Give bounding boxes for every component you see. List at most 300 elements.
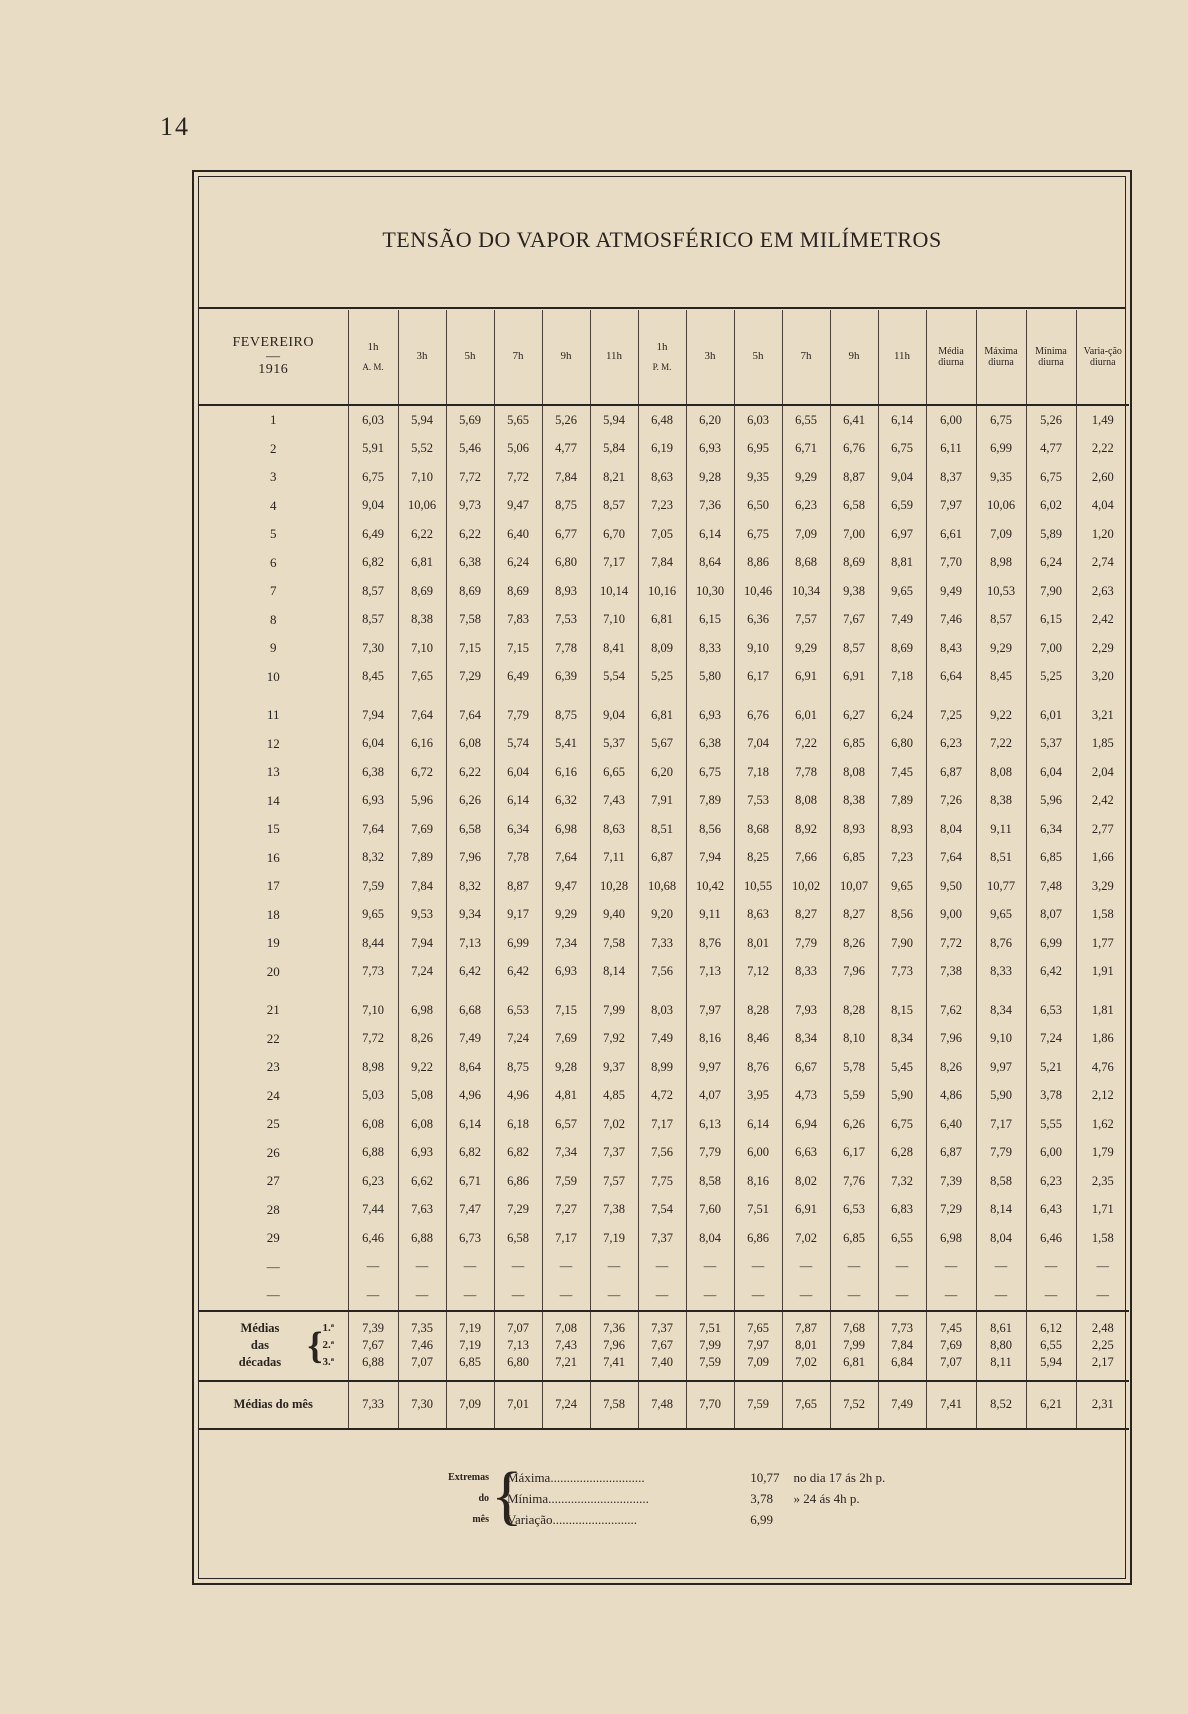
value-cell: 9,29 (976, 634, 1026, 663)
value-cell: 6,38 (686, 730, 734, 759)
value-cell: 9,38 (830, 577, 878, 606)
value-cell: — (830, 1281, 878, 1311)
value-cell: 6,23 (926, 730, 976, 759)
value-cell: 9,53 (398, 901, 446, 930)
value-cell: 6,15 (1026, 606, 1076, 635)
value-cell: 8,02 (782, 1167, 830, 1196)
table-row (199, 901, 1129, 930)
gap-cell (199, 691, 348, 701)
value-cell: 7,49 (446, 1025, 494, 1054)
value-cell: 8,93 (542, 577, 590, 606)
gap-cell (926, 691, 976, 701)
gap-cell (348, 691, 398, 701)
value-cell: 5,80 (686, 663, 734, 692)
value-cell: 10,77 (976, 872, 1026, 901)
value-cell: 7,17 (976, 1110, 1026, 1139)
day-cell: 8 (270, 611, 277, 627)
value-cell: 6,42 (446, 958, 494, 987)
value-cell: 3,21 (1076, 701, 1129, 730)
value-cell: 6,87 (926, 758, 976, 787)
value-cell: 7,27 (542, 1196, 590, 1225)
value-cell: 7,97 (926, 492, 976, 521)
value-cell: 5,41 (542, 730, 590, 759)
table-row (199, 1082, 1129, 1111)
month-mean-cell: 8,52 (976, 1381, 1026, 1429)
table-row (199, 872, 1129, 901)
value-cell: 1,58 (1076, 901, 1129, 930)
value-cell: 7,44 (348, 1196, 398, 1225)
month-mean-cell: 7,59 (734, 1381, 782, 1429)
page-number: 14 (160, 112, 190, 141)
extreme-value: 10,77 (750, 1470, 780, 1485)
value-cell: 9,97 (686, 1053, 734, 1082)
value-cell: 5,90 (976, 1082, 1026, 1111)
value-cell: 2,29 (1076, 634, 1129, 663)
value-cell: 9,10 (976, 1025, 1026, 1054)
value-cell: 9,04 (878, 463, 926, 492)
value-cell: 7,15 (542, 996, 590, 1025)
table-row (199, 463, 1129, 492)
value-cell: 8,68 (734, 815, 782, 844)
value-cell: 6,85 (830, 730, 878, 759)
decade-mean-value: 7,08 (555, 1321, 577, 1335)
value-cell: 8,75 (542, 701, 590, 730)
value-cell: 7,39 (926, 1167, 976, 1196)
table-title: TENSÃO DO VAPOR ATMOSFÉRICO EM MILÍMETROS (382, 227, 942, 252)
table-frame (192, 170, 1132, 1585)
value-cell: 8,14 (590, 958, 638, 987)
value-cell: 6,53 (494, 996, 542, 1025)
decade-mean-cell (638, 1311, 686, 1381)
month-means-label: Médias do mês (199, 1381, 348, 1429)
value-cell: 8,09 (638, 634, 686, 663)
hour-header (590, 310, 638, 405)
value-cell: 7,79 (976, 1139, 1026, 1168)
value-cell: 6,91 (782, 1196, 830, 1225)
value-cell: 8,57 (348, 577, 398, 606)
decade-mean-value: 6,88 (362, 1355, 384, 1369)
gap-cell (446, 986, 494, 996)
month-mean-cell: 7,24 (542, 1381, 590, 1429)
gap-cell (976, 691, 1026, 701)
value-cell: 1,81 (1076, 996, 1129, 1025)
table-row (199, 929, 1129, 958)
decade-mean-value: 7,19 (459, 1321, 481, 1335)
gap-cell (638, 986, 686, 996)
value-cell: 7,89 (686, 787, 734, 816)
month-header (199, 310, 348, 405)
value-cell: 8,69 (398, 577, 446, 606)
value-cell: 7,62 (926, 996, 976, 1025)
hour-header (446, 310, 494, 405)
gap-cell (976, 986, 1026, 996)
value-cell: 6,83 (878, 1196, 926, 1225)
value-cell: 6,82 (348, 549, 398, 578)
value-cell: 6,26 (446, 787, 494, 816)
value-cell: 4,73 (782, 1082, 830, 1111)
month-mean-cell: 2,31 (1076, 1381, 1129, 1429)
day-cell: 19 (266, 935, 280, 951)
value-cell: 7,94 (348, 701, 398, 730)
value-cell: 9,65 (878, 872, 926, 901)
gap-cell (590, 691, 638, 701)
decade-label-line: Médias (240, 1321, 280, 1335)
day-cell: 17 (266, 878, 280, 894)
value-cell: 7,10 (398, 463, 446, 492)
value-cell: 5,37 (590, 730, 638, 759)
value-cell: 7,22 (976, 730, 1026, 759)
gap-cell (686, 691, 734, 701)
value-cell: 5,94 (398, 405, 446, 435)
value-cell: 8,33 (686, 634, 734, 663)
decade-mean-value: 7,99 (699, 1338, 721, 1352)
value-cell: 7,02 (782, 1224, 830, 1253)
month-means-row (199, 1381, 1129, 1429)
value-cell: 7,02 (590, 1110, 638, 1139)
value-cell: 4,85 (590, 1082, 638, 1111)
value-cell: 8,46 (734, 1025, 782, 1054)
day-cell: — (266, 1287, 280, 1303)
value-cell: — (446, 1253, 494, 1282)
table-row (199, 435, 1129, 464)
gap-cell (542, 986, 590, 996)
decade-mean-value: 7,43 (555, 1338, 577, 1352)
value-cell: 7,70 (926, 549, 976, 578)
hour-header (782, 310, 830, 405)
value-cell: 6,14 (734, 1110, 782, 1139)
hour-header (348, 310, 398, 405)
value-cell: 6,08 (398, 1110, 446, 1139)
value-cell: 4,72 (638, 1082, 686, 1111)
value-cell: 4,76 (1076, 1053, 1129, 1082)
value-cell: 7,72 (348, 1025, 398, 1054)
value-cell: 7,96 (830, 958, 878, 987)
value-cell: — (734, 1253, 782, 1282)
value-cell: 8,76 (734, 1053, 782, 1082)
value-cell: 6,16 (398, 730, 446, 759)
table-row (199, 844, 1129, 873)
decade-mean-value: 7,19 (459, 1338, 481, 1352)
value-cell: 7,69 (542, 1025, 590, 1054)
value-cell: 7,93 (782, 996, 830, 1025)
value-cell: 8,51 (976, 844, 1026, 873)
value-cell: 6,50 (734, 492, 782, 521)
value-cell: 7,24 (398, 958, 446, 987)
value-cell: 9,35 (976, 463, 1026, 492)
value-cell: 8,68 (782, 549, 830, 578)
value-cell: 6,17 (734, 663, 782, 692)
value-cell: 6,01 (782, 701, 830, 730)
decade-mean-value: 7,67 (651, 1338, 673, 1352)
day-cell: 7 (270, 583, 277, 599)
value-cell: 7,59 (542, 1167, 590, 1196)
decade-ordinals (322, 1320, 334, 1371)
value-cell: 6,65 (590, 758, 638, 787)
decade-mean-value: 7,37 (651, 1321, 673, 1335)
value-cell: 6,40 (926, 1110, 976, 1139)
value-cell: 7,48 (1026, 872, 1076, 901)
value-cell: 7,78 (542, 634, 590, 663)
value-cell: 8,57 (830, 634, 878, 663)
brace-glyph: { (491, 1459, 523, 1532)
value-cell: 10,53 (976, 577, 1026, 606)
value-cell: 7,00 (1026, 634, 1076, 663)
gap-cell (1026, 986, 1076, 996)
value-cell: — (1076, 1253, 1129, 1282)
value-cell: 1,20 (1076, 520, 1129, 549)
value-cell: 5,96 (1026, 787, 1076, 816)
value-cell: 1,86 (1076, 1025, 1129, 1054)
value-cell: 2,77 (1076, 815, 1129, 844)
value-cell: 8,93 (878, 815, 926, 844)
day-cell: 1 (270, 412, 277, 428)
value-cell: 6,93 (398, 1139, 446, 1168)
value-cell: 6,55 (878, 1224, 926, 1253)
decade-mean-value: 7,84 (891, 1338, 913, 1352)
gap-cell (830, 691, 878, 701)
value-cell: 6,23 (782, 492, 830, 521)
value-cell: 6,18 (494, 1110, 542, 1139)
table-row (199, 606, 1129, 635)
value-cell: 7,25 (926, 701, 976, 730)
value-cell: 6,42 (1026, 958, 1076, 987)
value-cell: 6,53 (830, 1196, 878, 1225)
table-row (199, 996, 1129, 1025)
value-cell: 8,15 (878, 996, 926, 1025)
value-cell: 8,07 (1026, 901, 1076, 930)
value-cell: 8,37 (926, 463, 976, 492)
value-cell: 6,81 (638, 606, 686, 635)
decade-mean-value: 8,80 (990, 1338, 1012, 1352)
decade-mean-value: 6,81 (843, 1355, 865, 1369)
table-row (199, 815, 1129, 844)
value-cell: 5,90 (878, 1082, 926, 1111)
value-cell: — (926, 1253, 976, 1282)
value-cell: 6,16 (542, 758, 590, 787)
value-cell: 6,70 (590, 520, 638, 549)
value-cell: 8,64 (446, 1053, 494, 1082)
gap-cell (1076, 986, 1129, 996)
year-label: 1916 (258, 362, 289, 377)
value-cell: 8,38 (976, 787, 1026, 816)
value-cell: 6,19 (638, 435, 686, 464)
value-cell: 5,89 (1026, 520, 1076, 549)
value-cell: 10,06 (976, 492, 1026, 521)
value-cell: 7,17 (638, 1110, 686, 1139)
gap-cell (878, 986, 926, 996)
value-cell: 8,21 (590, 463, 638, 492)
gap-cell (590, 986, 638, 996)
value-cell: 7,94 (686, 844, 734, 873)
value-cell: 6,04 (1026, 758, 1076, 787)
value-cell: 8,41 (590, 634, 638, 663)
value-cell: 10,16 (638, 577, 686, 606)
hour-label: 7h (512, 350, 524, 363)
day-cell: 21 (266, 1002, 280, 1018)
value-cell: 6,77 (542, 520, 590, 549)
value-cell: 6,11 (926, 435, 976, 464)
decade-mean-value: 7,69 (940, 1338, 962, 1352)
value-cell: 8,76 (976, 929, 1026, 958)
value-cell: 6,14 (686, 520, 734, 549)
value-cell: 7,24 (1026, 1025, 1076, 1054)
value-cell: 6,93 (686, 701, 734, 730)
value-cell: 7,34 (542, 929, 590, 958)
value-cell: 7,43 (590, 787, 638, 816)
decade-mean-value: 7,41 (603, 1355, 625, 1369)
value-cell: 7,09 (782, 520, 830, 549)
value-cell: 6,67 (782, 1053, 830, 1082)
value-cell: 2,22 (1076, 435, 1129, 464)
value-cell: 3,78 (1026, 1082, 1076, 1111)
value-cell: 7,34 (542, 1139, 590, 1168)
value-cell: 7,23 (638, 492, 686, 521)
value-cell: 9,35 (734, 463, 782, 492)
value-cell: 6,04 (348, 730, 398, 759)
value-cell: 7,64 (398, 701, 446, 730)
value-cell: 8,25 (734, 844, 782, 873)
value-cell: 6,62 (398, 1167, 446, 1196)
value-cell: 5,74 (494, 730, 542, 759)
value-cell: 5,45 (878, 1053, 926, 1082)
value-cell: 9,34 (446, 901, 494, 930)
decade-mean-value: 8,11 (990, 1355, 1012, 1369)
value-cell: 8,98 (348, 1053, 398, 1082)
value-cell: 6,93 (542, 958, 590, 987)
value-cell: 7,53 (542, 606, 590, 635)
value-cell: — (782, 1281, 830, 1311)
decade-means-label (199, 1311, 348, 1381)
value-cell: 7,83 (494, 606, 542, 635)
value-cell: 6,38 (446, 549, 494, 578)
value-cell: 6,72 (398, 758, 446, 787)
value-cell: 6,13 (686, 1110, 734, 1139)
value-cell: 7,23 (878, 844, 926, 873)
extreme-name: Mínima............................... (507, 1491, 649, 1506)
value-cell: 7,13 (686, 958, 734, 987)
value-cell: 2,74 (1076, 549, 1129, 578)
value-cell: 6,80 (542, 549, 590, 578)
value-cell: 5,94 (590, 405, 638, 435)
value-cell: 5,08 (398, 1082, 446, 1111)
value-cell: 8,32 (348, 844, 398, 873)
decade-mean-value: 6,80 (507, 1355, 529, 1369)
value-cell: 1,91 (1076, 958, 1129, 987)
day-cell: 18 (266, 906, 280, 922)
value-cell: 7,73 (348, 958, 398, 987)
value-cell: 6,85 (830, 1224, 878, 1253)
value-cell: 4,77 (1026, 435, 1076, 464)
day-cell: 9 (270, 640, 277, 656)
value-cell: — (1026, 1253, 1076, 1282)
value-cell: 7,38 (926, 958, 976, 987)
day-cell: 29 (266, 1230, 280, 1246)
gap-cell (638, 691, 686, 701)
value-cell: 6,32 (542, 787, 590, 816)
value-cell: 7,97 (686, 996, 734, 1025)
value-cell: 6,46 (348, 1224, 398, 1253)
gap-cell (542, 691, 590, 701)
decade-ordinal: 2.ª (322, 1339, 335, 1351)
decade-mean-value: 6,12 (1040, 1321, 1062, 1335)
value-cell: — (590, 1281, 638, 1311)
value-cell: 6,34 (1026, 815, 1076, 844)
day-cell: 12 (266, 735, 280, 751)
value-cell: 6,94 (782, 1110, 830, 1139)
value-cell: 9,29 (782, 463, 830, 492)
value-cell: 6,85 (1026, 844, 1076, 873)
value-cell: 8,45 (348, 663, 398, 692)
decade-mean-cell (446, 1311, 494, 1381)
value-cell: 8,10 (830, 1025, 878, 1054)
value-cell: 6,75 (1026, 463, 1076, 492)
value-cell: 6,22 (446, 520, 494, 549)
value-cell: 6,81 (398, 549, 446, 578)
month-mean-cell: 7,01 (494, 1381, 542, 1429)
value-cell: 6,49 (494, 663, 542, 692)
value-cell: 6,75 (878, 435, 926, 464)
value-cell: 6,98 (542, 815, 590, 844)
value-cell: 7,49 (878, 606, 926, 635)
hour-header (542, 310, 590, 405)
decade-mean-value: 7,02 (795, 1355, 817, 1369)
value-cell: 6,38 (348, 758, 398, 787)
value-cell: 2,42 (1076, 787, 1129, 816)
value-cell: 9,65 (878, 577, 926, 606)
value-cell: 6,58 (446, 815, 494, 844)
value-cell: 6,57 (542, 1110, 590, 1139)
value-cell: 7,15 (494, 634, 542, 663)
decade-mean-value: 7,51 (699, 1321, 721, 1335)
hour-header (878, 310, 926, 405)
value-cell: 8,51 (638, 815, 686, 844)
value-cell: 7,58 (446, 606, 494, 635)
value-cell: 8,63 (590, 815, 638, 844)
value-cell: 7,38 (590, 1196, 638, 1225)
value-cell: 5,37 (1026, 730, 1076, 759)
value-cell: 8,69 (494, 577, 542, 606)
decade-mean-cell (590, 1311, 638, 1381)
value-cell: 6,27 (830, 701, 878, 730)
month-mean-cell: 6,21 (1026, 1381, 1076, 1429)
table-row (199, 634, 1129, 663)
pm-label: P. M. (652, 362, 672, 373)
value-cell: 7,84 (638, 549, 686, 578)
value-cell: 7,51 (734, 1196, 782, 1225)
table-row (199, 405, 1129, 435)
value-cell: 6,71 (782, 435, 830, 464)
value-cell: 9,04 (590, 701, 638, 730)
value-cell: — (926, 1281, 976, 1311)
daily-range-header: Varia-ção diurna (1076, 310, 1129, 405)
decade-mean-value: 7,96 (603, 1338, 625, 1352)
value-cell: 7,84 (542, 463, 590, 492)
value-cell: 7,94 (398, 929, 446, 958)
value-cell: 7,69 (398, 815, 446, 844)
value-cell: 8,63 (734, 901, 782, 930)
value-cell: 6,00 (1026, 1139, 1076, 1168)
value-cell: 9,37 (590, 1053, 638, 1082)
gap-cell (398, 986, 446, 996)
value-cell: 8,58 (686, 1167, 734, 1196)
value-cell: 6,55 (782, 405, 830, 435)
day-cell: 14 (266, 792, 280, 808)
month-mean-cell: 7,30 (398, 1381, 446, 1429)
table-row (199, 577, 1129, 606)
gap-cell (348, 986, 398, 996)
day-cell: 13 (266, 764, 280, 780)
value-cell: 7,15 (446, 634, 494, 663)
